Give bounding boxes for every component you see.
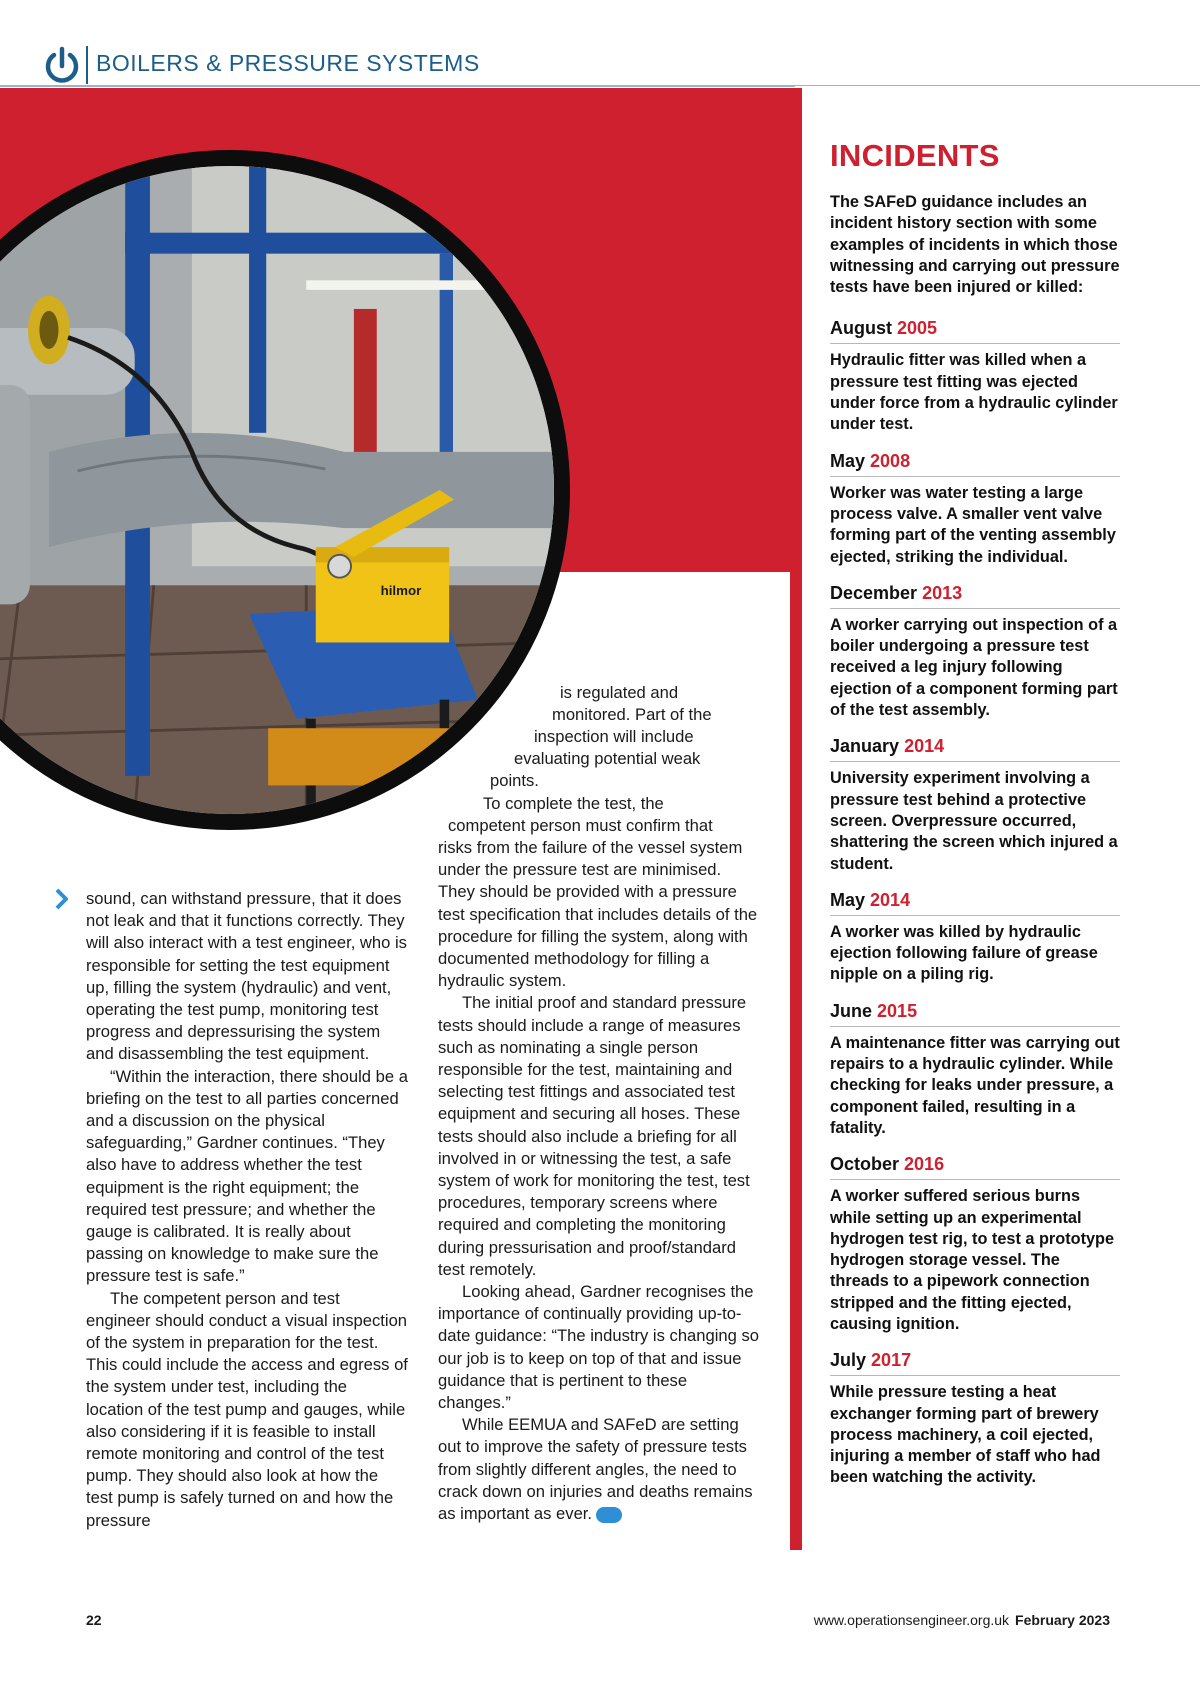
article-paragraph: Looking ahead, Gardner recognises the importance of continually providing up-to-date guidance: “The industry is changing so our job is to keep on top of that and issue guidance that is pertinent to these changes.”: [438, 1282, 760, 1413]
oe-logo-text: oe: [623, 1507, 636, 1522]
article-paragraph: sound, can withstand pressure, that it does not leak and that it functions correctly. They will also interact with a test engineer, who is responsible for setting the test equipment up, filling the system (hydraulic) and vent, operating the test pump, monitoring test progress and depressurising the system and disassembling the test equipment.: [86, 889, 407, 1064]
incident-year: 2014: [870, 889, 911, 910]
incident-year: 2008: [870, 450, 911, 471]
incident-month: May: [830, 889, 866, 910]
sidebar-title: INCIDENTS: [830, 138, 1000, 173]
incident-year: 2013: [922, 582, 963, 603]
incident-month: January: [830, 736, 900, 757]
pump-brand-label: hilmor: [380, 582, 422, 598]
final-paragraph-text: While EEMUA and SAFeD are setting out to improve the safety of pressure tests from slightly different angles, the need to crack down on injuries and deaths remains as important as ever.: [438, 1415, 753, 1524]
article-paragraph: [438, 1414, 762, 1525]
incident-item: [830, 890, 1120, 986]
incident-description: University experiment involving a pressure test behind a protective screen. Overpressure occurred, shattering the screen which injured a student.: [830, 769, 1118, 873]
incident-description: A maintenance fitter was carrying out repairs to a hydraulic cylinder. While checking for leaks under pressure, a component failed, resulting in a fatality.: [830, 1033, 1120, 1137]
incident-month: July: [830, 1350, 867, 1371]
photo-illustration: [0, 166, 554, 814]
article-column-1: [86, 888, 408, 1532]
article-paragraph: The initial proof and standard pressure tests should include a range of measures such as nominating a single person responsible for the test, maintaining and selecting test fittings and associated test equipment and securing all hoses. These tests should also include a briefing for all involved in or witnessing the test, a safe system of work for monitoring the test, test procedures, temporary screens where required and completing the monitoring during pressurisation and proof/standard test remotely.: [438, 993, 750, 1279]
header-rule: [795, 85, 1200, 86]
article-paragraph: The competent person and test engineer should conduct a visual inspection of the system in preparation for the test. This could include the access and egress of the system under test, including the location of the test pump and gauges, while also considering if it is feasible to install remote monitoring and control of the test pump. They should also look at how the test pump is safely turned on and how the pressure: [86, 1288, 408, 1530]
wrap-line: To complete the test, the: [483, 794, 664, 813]
page-number: 22: [86, 1612, 102, 1628]
incident-date: [830, 890, 1120, 916]
incident-month: December: [830, 582, 918, 603]
incident-description: A worker suffered serious burns while setting up an experimental hydrogen test rig, to test a prototype hydrogen storage vessel. The threads to a pipework connection stripped and the fitting ejected, causing ignition.: [830, 1187, 1115, 1333]
incident-item: [830, 736, 1120, 874]
header-divider: [86, 46, 88, 84]
section-title: BOILERS & PRESSURE SYSTEMS: [96, 50, 480, 76]
oe-logo-icon: [596, 1507, 636, 1523]
incident-description: While pressure testing a heat exchanger forming part of brewery process machinery, a coil ejected, injuring a member of staff who had been watching the activity.: [830, 1383, 1101, 1487]
page-header: [0, 0, 1200, 86]
incident-year: 2005: [897, 318, 938, 339]
incident-description: Worker was water testing a large process valve. A smaller vent valve forming part of the venting assembly ejected, striking the individual.: [830, 483, 1116, 566]
incident-description: A worker carrying out inspection of a boiler undergoing a pressure test received a leg injury following ejection of a component forming part of the test assembly.: [830, 615, 1118, 720]
sidebar-intro: The SAFeD guidance includes an incident history section with some examples of incidents in which those witnessing and carrying out pressure tests have been injured or killed:: [830, 193, 1120, 297]
incidents-sidebar: [830, 138, 1120, 1504]
incident-description: Hydraulic fitter was killed when a pressure test fitting was ejected under force from a hydraulic cylinder under test.: [830, 351, 1118, 434]
chevron-right-icon: [54, 888, 70, 910]
incident-item: [830, 1001, 1120, 1139]
incident-list: [830, 318, 1120, 1488]
article-column-2: [438, 837, 762, 1525]
incident-item: [830, 451, 1120, 568]
wrap-line: inspection will include: [534, 727, 694, 746]
wrap-line: points.: [490, 771, 539, 790]
red-vertical-strip: [790, 88, 802, 1550]
wrap-line: evaluating potential weak: [514, 749, 701, 768]
incident-item: [830, 318, 1120, 435]
incident-date: [830, 318, 1120, 344]
incident-date: [830, 583, 1120, 609]
incident-month: October: [830, 1154, 900, 1175]
wrap-line: monitored. Part of the: [552, 705, 712, 724]
incident-item: [830, 1154, 1120, 1335]
issue-date: February 2023: [1015, 1612, 1110, 1628]
incident-date: [830, 1001, 1120, 1027]
incident-date: [830, 1154, 1120, 1180]
power-icon: [42, 46, 82, 86]
incident-year: 2017: [871, 1350, 912, 1371]
footer-info: [814, 1612, 1110, 1628]
incident-date: [830, 736, 1120, 762]
header-rule: [0, 85, 795, 87]
incident-month: May: [830, 450, 866, 471]
wrap-line: is regulated and: [560, 683, 679, 702]
article-paragraph: “Within the interaction, there should be a briefing on the test to all parties concerned and a discussion on the physical safeguarding,” Gardner continues. “They also have to address whether the test equipment is the right equipment; the required test pressure; and whether the gauge is calibrated. It is really about passing on knowledge to make sure the pressure test is safe.”: [86, 1066, 408, 1286]
incident-date: [830, 1350, 1120, 1376]
article-paragraph: risks from the failure of the vessel system under the pressure test are minimised. They should be provided with a pressure test specification that includes details of the procedure for filling the system, along with documented methodology for filling a hydraulic system.: [438, 838, 758, 991]
incident-year: 2015: [877, 1000, 918, 1021]
incident-year: 2016: [904, 1154, 945, 1175]
incident-month: August: [830, 318, 892, 339]
incident-item: [830, 1350, 1120, 1488]
wrap-line: competent person must confirm that: [448, 816, 713, 835]
website-url: www.operationsengineer.org.uk: [813, 1612, 1010, 1628]
incident-date: [830, 451, 1120, 477]
incident-description: A worker was killed by hydraulic ejection following failure of grease nipple on a piling rig.: [830, 922, 1098, 984]
incident-item: [830, 583, 1120, 721]
incident-year: 2014: [904, 736, 945, 757]
incident-month: June: [830, 1000, 873, 1021]
